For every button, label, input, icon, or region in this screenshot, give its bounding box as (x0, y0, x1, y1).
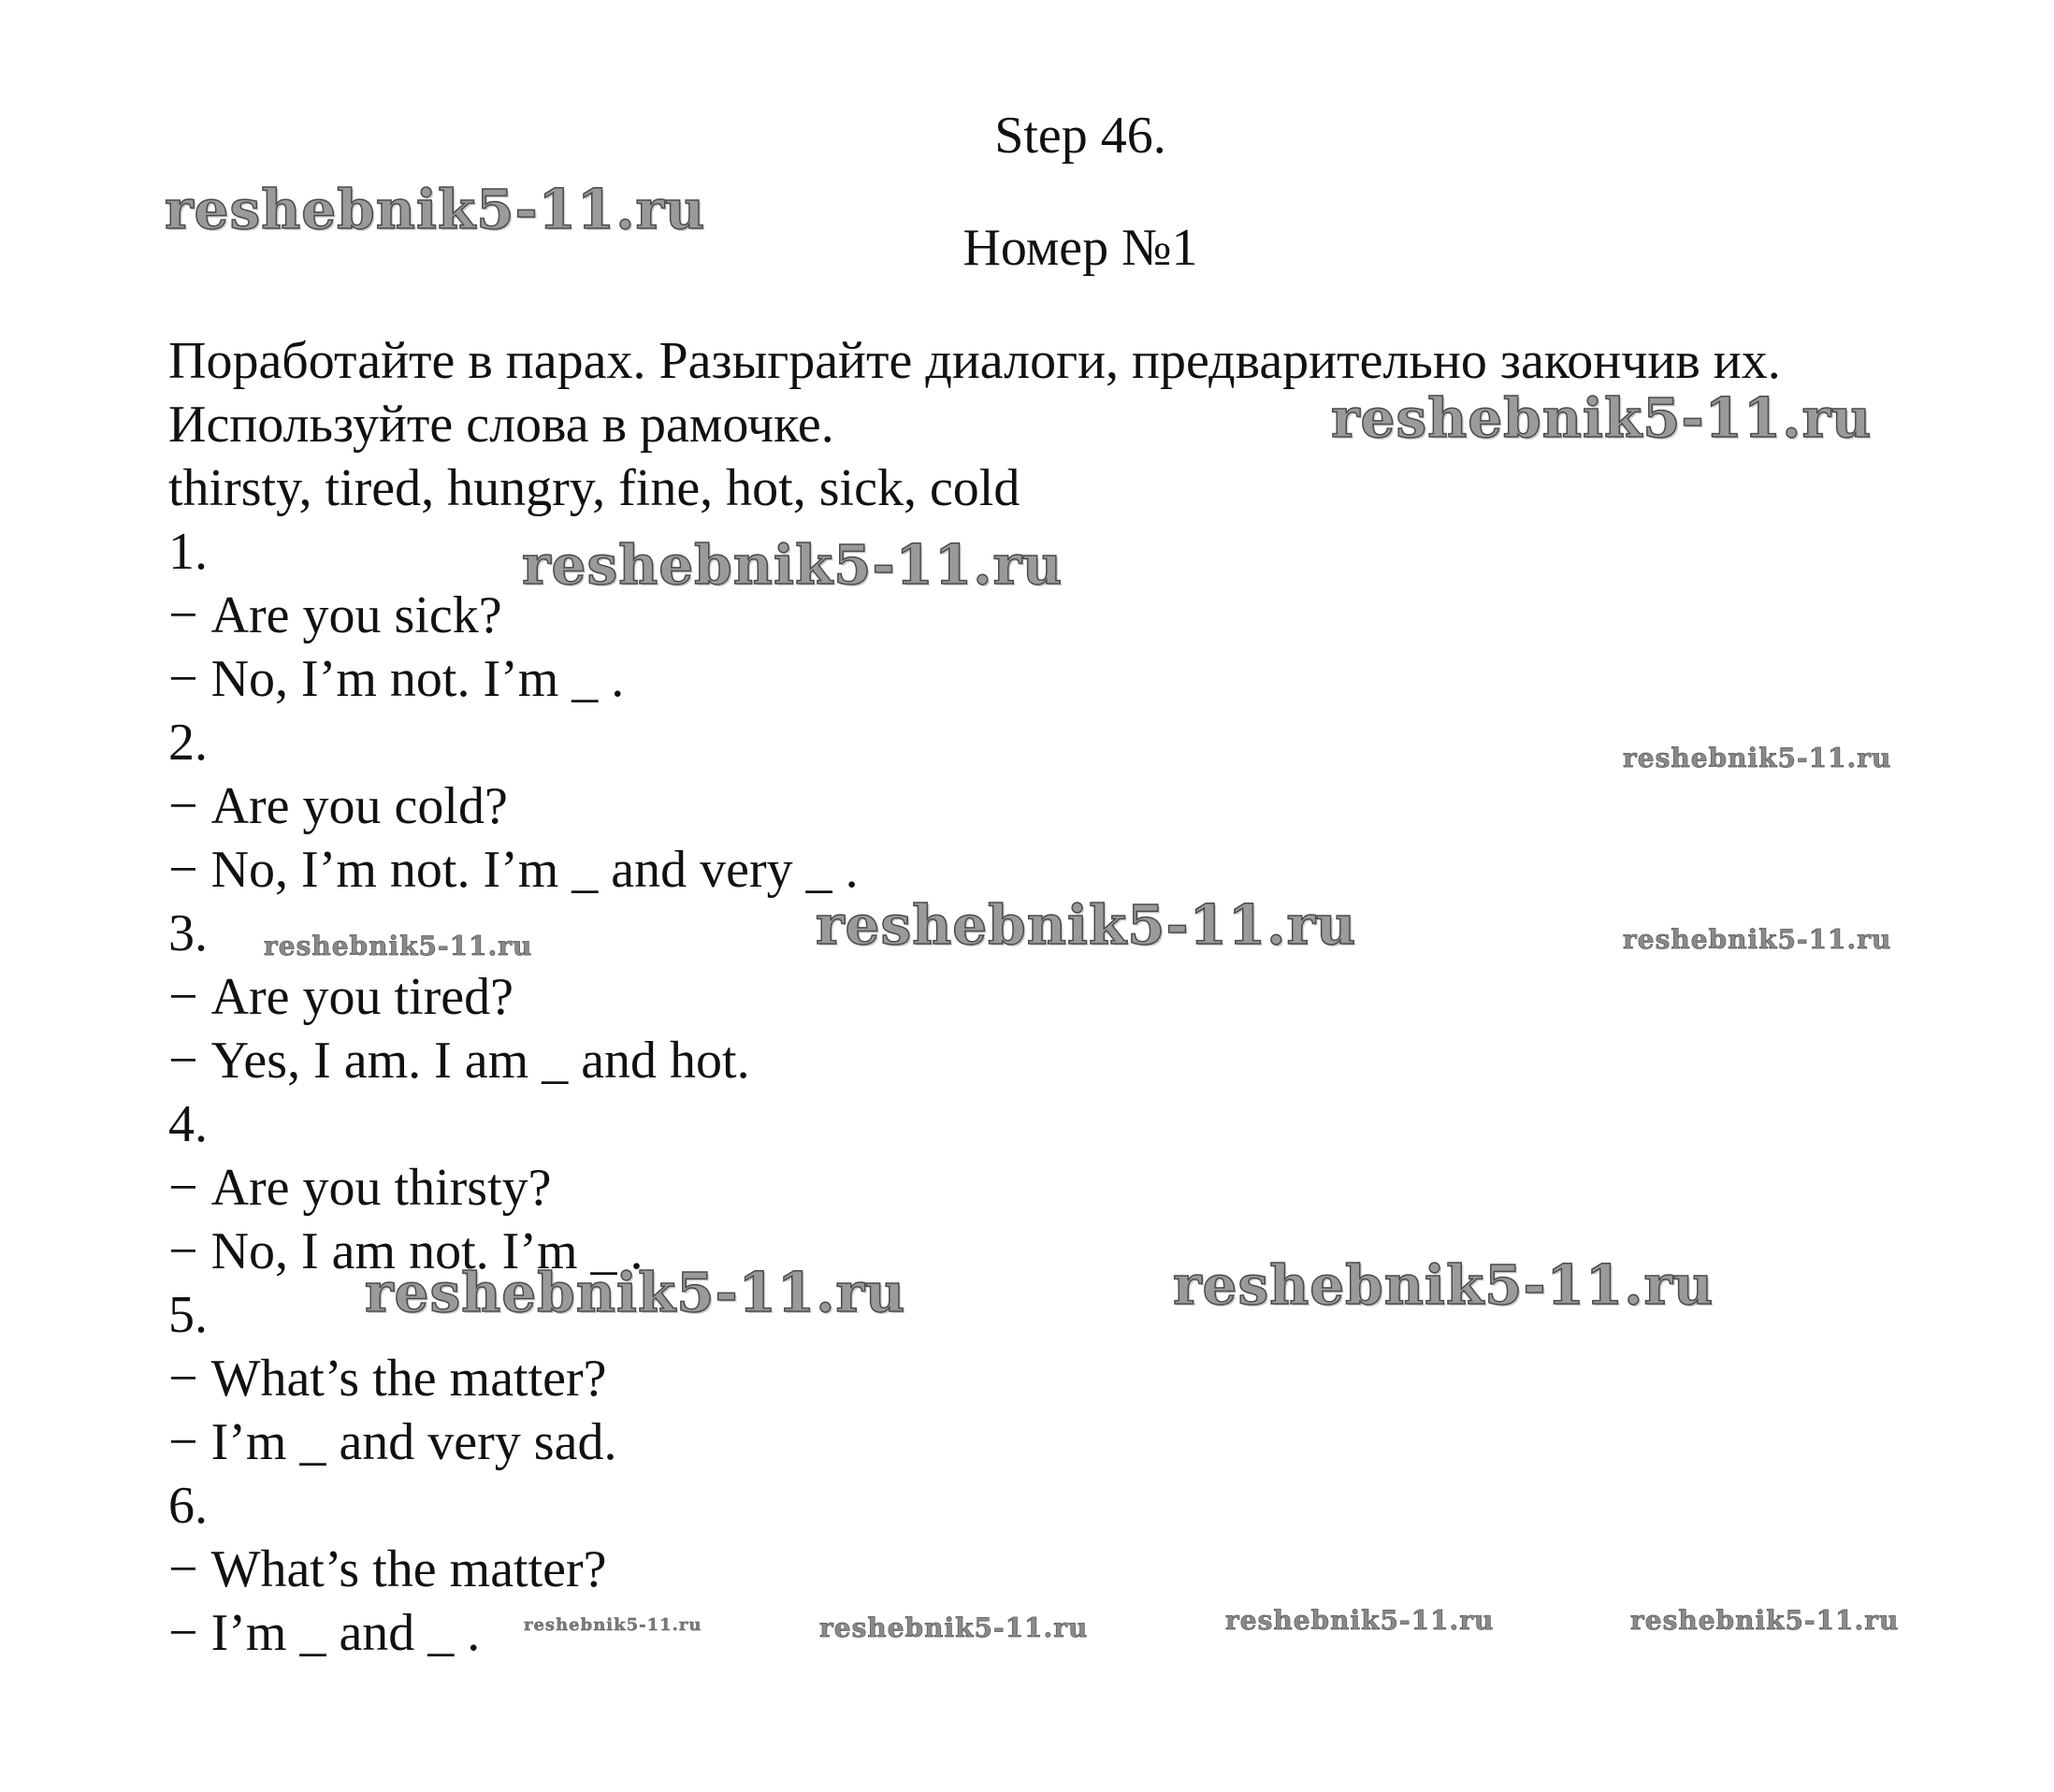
instruction-line-2: Используйте слова в рамочке. (168, 396, 834, 454)
dialogue-question (168, 774, 2002, 838)
dash-mark: − (168, 1032, 198, 1090)
question-text: Are you sick? (210, 586, 502, 644)
dialogue-question (168, 1347, 2002, 1410)
question-text: What’s the matter? (210, 1540, 607, 1598)
watermark: reshebnik5-11.ru (1225, 1605, 1495, 1636)
watermark: reshebnik5-11.ru (522, 533, 1063, 597)
watermark: reshebnik5-11.ru (819, 1612, 1089, 1643)
dialogue-question (168, 1156, 2002, 1220)
question-text: What’s the matter? (210, 1350, 607, 1408)
watermark: reshebnik5-11.ru (816, 893, 1357, 957)
dialogue-answer (168, 1029, 2002, 1092)
dash-mark: − (168, 1350, 198, 1408)
dialogue-number: 4. (168, 1095, 208, 1153)
watermark: reshebnik5-11.ru (1623, 924, 1892, 955)
dialogue-number: 6. (168, 1477, 208, 1535)
question-text: Are you cold? (210, 777, 508, 835)
answer-text: I’m _ and very sad. (210, 1413, 617, 1471)
answer-text: I’m _ and _ . (210, 1604, 481, 1662)
dialogue-answer (168, 1410, 2002, 1474)
dash-mark: − (168, 968, 198, 1026)
dash-mark: − (168, 1222, 198, 1280)
dash-mark: − (168, 1604, 198, 1662)
step-title: Step 46. (994, 107, 1166, 165)
answer-text: No, I’m not. I’m _ . (210, 650, 625, 708)
watermark: reshebnik5-11.ru (1173, 1253, 1714, 1317)
question-text: Are you tired? (210, 968, 514, 1026)
dialogue-question (168, 584, 2002, 647)
dash-mark: − (168, 841, 198, 899)
dash-mark: − (168, 1159, 198, 1217)
instruction-line-1: Поработайте в парах. Разыграйте диалоги, предварительно закончив их. (168, 332, 1781, 390)
watermark: reshebnik5-11.ru (264, 931, 533, 961)
watermark: reshebnik5-11.ru (1630, 1605, 1900, 1636)
word-box: thirsty, tired, hungry, fine, hot, sick, cold (168, 459, 1020, 517)
watermark: reshebnik5-11.ru (365, 1261, 906, 1324)
answer-text: No, I am not. I’m _ . (210, 1222, 644, 1280)
dash-mark: − (168, 777, 198, 835)
dialogue-question (168, 965, 2002, 1029)
dialogue-answer (168, 647, 2002, 711)
dash-mark: − (168, 1413, 198, 1471)
watermark: reshebnik5-11.ru (1623, 743, 1892, 773)
dialogue-number: 2. (168, 714, 208, 772)
dialogue-number: 1. (168, 523, 208, 581)
answer-text: No, I’m not. I’m _ and very _ . (210, 841, 859, 899)
task-number: Номер №1 (962, 219, 1198, 277)
answer-text: Yes, I am. I am _ and hot. (210, 1032, 750, 1090)
watermark: reshebnik5-11.ru (1331, 386, 1873, 450)
dash-mark: − (168, 1540, 198, 1598)
dialogue-number: 3. (168, 904, 208, 962)
dialogue-question (168, 1538, 2002, 1601)
dash-mark: − (168, 650, 198, 708)
watermark: reshebnik5-11.ru (524, 1615, 702, 1635)
dash-mark: − (168, 586, 198, 644)
exercise-body (168, 329, 2002, 1665)
question-text: Are you thirsty? (210, 1159, 552, 1217)
dialogue-number: 5. (168, 1286, 208, 1344)
watermark: reshebnik5-11.ru (165, 178, 706, 241)
dialogue-answer (168, 838, 2002, 902)
